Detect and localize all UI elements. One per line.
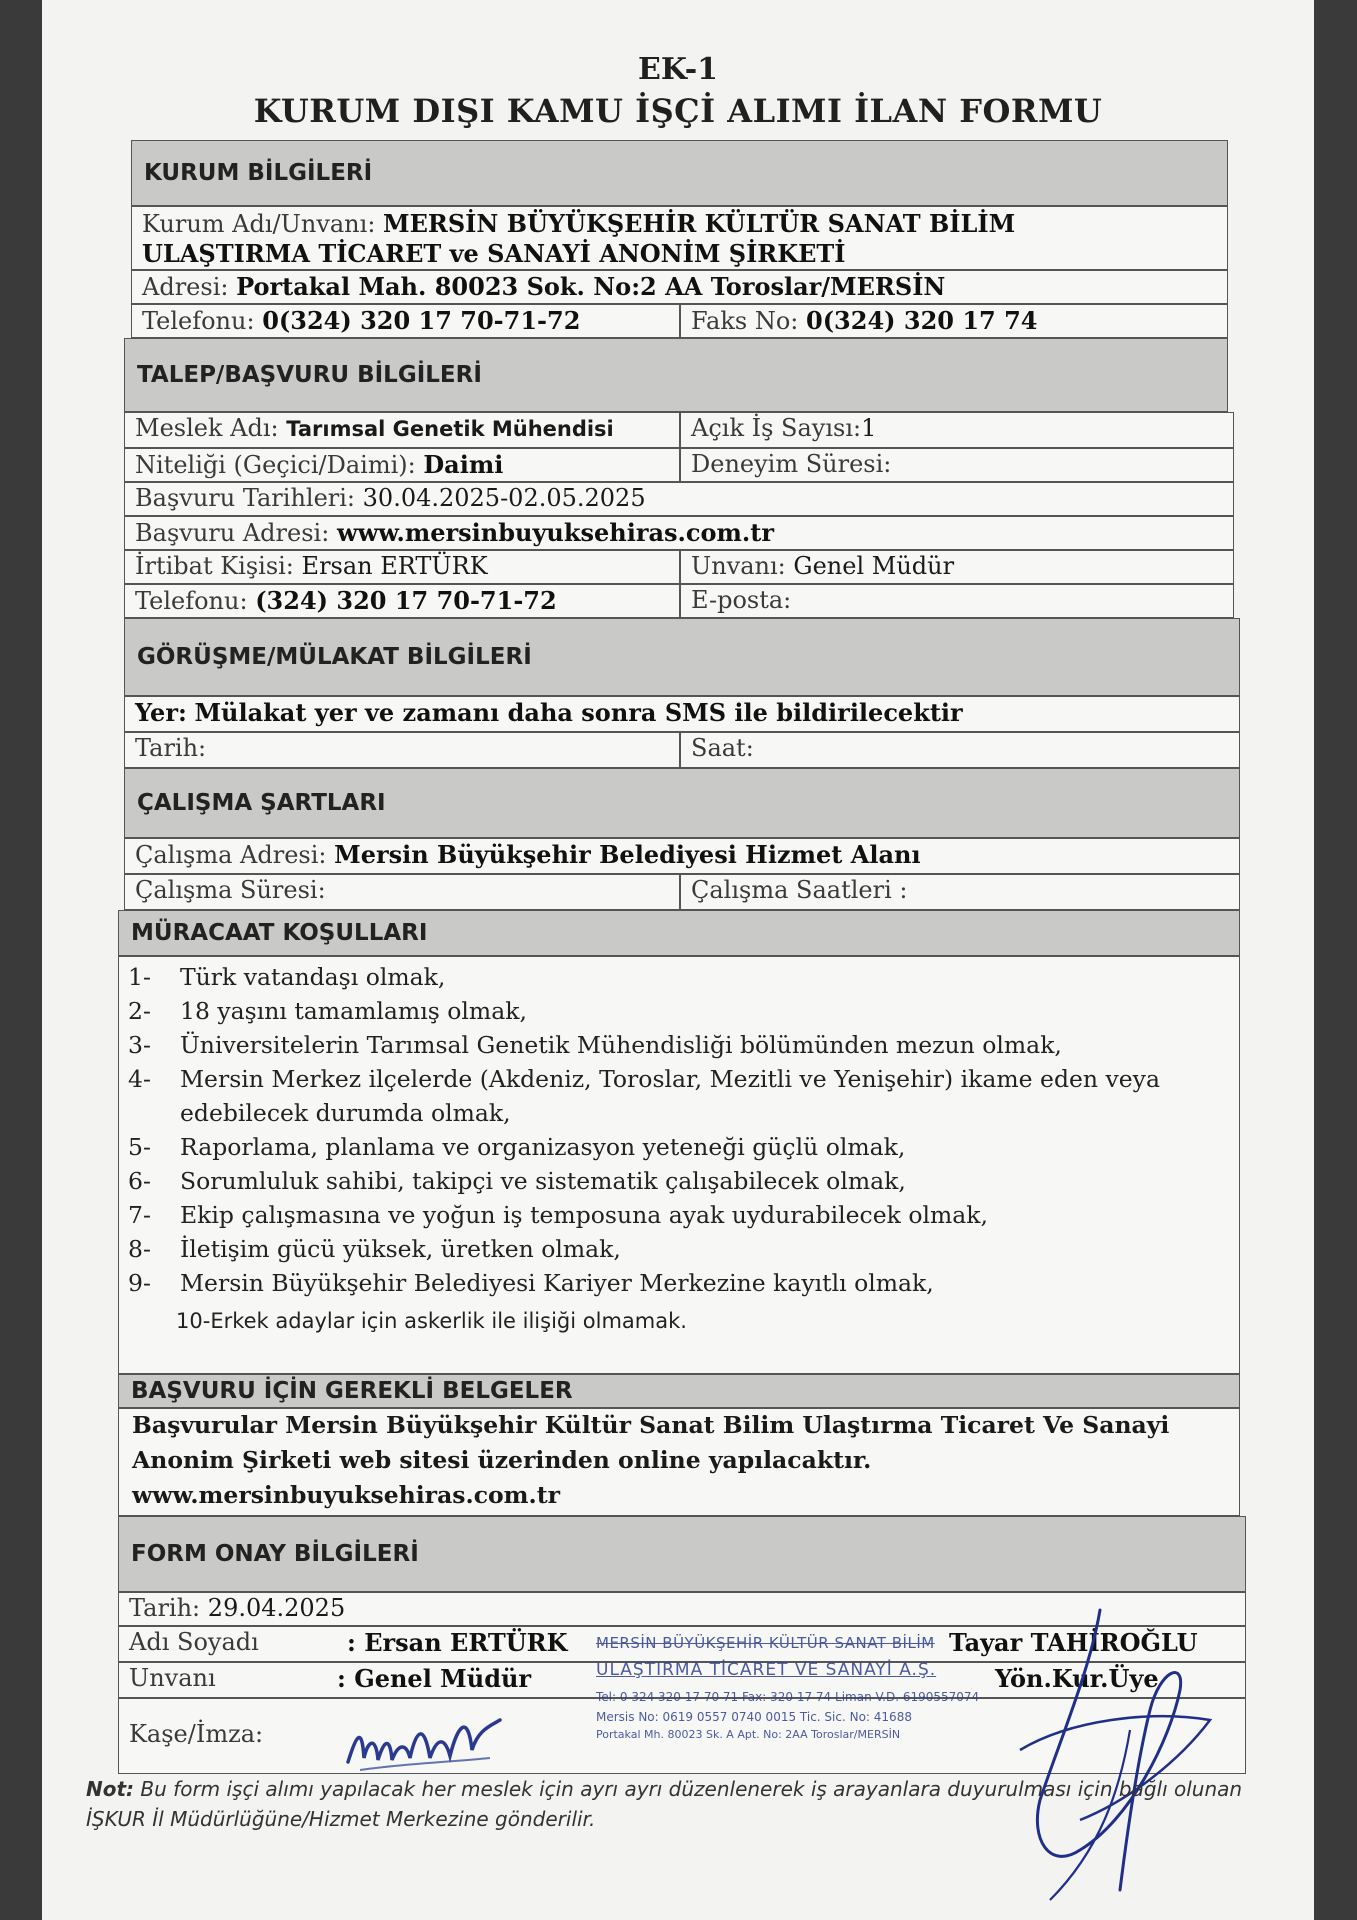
interview-place: Mülakat yer ve zamanı daha sonra SMS ile bildirilecektir: [194, 698, 963, 727]
institution-name-line1: MERSİN BÜYÜKŞEHİR KÜLTÜR SANAT BİLİM: [383, 209, 1016, 238]
approval-date: 29.04.2025: [207, 1594, 346, 1622]
contact-label: İrtibat Kişisi:: [135, 552, 294, 580]
condition-item: 4- Mersin Merkez ilçelerde (Akdeniz, Toroslar, Mezitli ve Yenişehir) ikame eden veya edebilecek durumda olmak,: [128, 1065, 1160, 1127]
condition-item: 7- Ekip çalışmasına ve yoğun iş temposuna ayak uydurabilecek olmak,: [128, 1201, 988, 1229]
condition-item: 10-Erkek adaylar için askerlik ile ilişiği olmamak.: [176, 1309, 687, 1333]
documents-text: [132, 1408, 1272, 1513]
nature-value: Daimi: [423, 450, 504, 479]
institution-name-line2: ULAŞTIRMA TİCARET ve SANAYİ ANONİM ŞİRKETİ: [142, 239, 846, 268]
approval-name-label: Adı Soyadı: [129, 1628, 259, 1656]
profession-cell: [124, 412, 680, 448]
condition-item: 8- İletişim gücü yüksek, üretken olmak,: [128, 1235, 621, 1263]
application-dates-cell: [124, 482, 1234, 516]
footer-note: [86, 1774, 1266, 1834]
email-label: E-posta:: [691, 586, 792, 614]
institution-name-cell: [131, 206, 1228, 270]
institution-fax-cell: [680, 304, 1228, 338]
application-address-label: Başvuru Adresi:: [135, 519, 330, 547]
signature-ersan-erturk: [340, 1700, 510, 1780]
institution-phone-cell: [131, 304, 680, 338]
documents-line2: Anonim Şirketi web sitesi üzerinden online yapılacaktır.: [132, 1446, 872, 1474]
approval-date-label: Tarih:: [129, 1594, 201, 1622]
note-label: Not:: [86, 1777, 135, 1801]
application-address-cell: [124, 516, 1234, 550]
contact-title-cell: [680, 550, 1234, 584]
documents-header: BAŞVURU İÇİN GEREKLİ BELGELER: [118, 1374, 1240, 1408]
application-address: www.mersinbuyuksehiras.com.tr: [336, 518, 775, 547]
documents-line1: Başvurular Mersin Büyükşehir Kültür Sanat Bilim Ulaştırma Ticaret Ve Sanayi: [132, 1411, 1170, 1439]
condition-item: 5- Raporlama, planlama ve organizasyon yeteneği güçlü olmak,: [128, 1133, 906, 1161]
institution-header: KURUM BİLGİLERİ: [131, 140, 1228, 206]
interview-date-cell: [124, 732, 680, 768]
experience-label: Deneyim Süresi:: [691, 450, 892, 478]
approval-title-label: Unvanı: [129, 1664, 216, 1692]
interview-time-cell: [680, 732, 1240, 768]
company-stamp: MERSİN BÜYÜKŞEHİR KÜLTÜR SANAT BİLİM ULAŞTIRMA TİCARET VE SANAYİ A.Ş. Tel: 0 324 320 17 70 71 Fax: 320 17 74 Liman V.D. 6190557074 Mersis No: 0619 0557 0740 0015 Tic. Sic. No: 41688 Portakal Mh. 80023 Sk. A Apt. No: 2AA Toroslar/MERSİN: [596, 1634, 980, 1741]
institution-phone: 0(324) 320 17 70-71-72: [262, 306, 581, 335]
approval-header: FORM ONAY BİLGİLERİ: [118, 1516, 1246, 1592]
work-address: Mersin Büyükşehir Belediyesi Hizmet Alanı: [334, 840, 921, 869]
form-title: KURUM DIŞI KAMU İŞÇİ ALIMI İLAN FORMU: [253, 92, 1103, 130]
profession-label: Meslek Adı:: [135, 414, 279, 442]
condition-item: 2- 18 yaşını tamamlamış olmak,: [128, 997, 527, 1025]
work-address-cell: [124, 838, 1240, 874]
condition-item: 6- Sorumluluk sahibi, takipçi ve sistematik çalışabilecek olmak,: [128, 1167, 906, 1195]
interview-time-label: Saat:: [691, 734, 754, 762]
work-header: ÇALIŞMA ŞARTLARI: [124, 768, 1240, 838]
contact-phone-label: Telefonu:: [135, 587, 248, 615]
institution-address-label: Adresi:: [142, 273, 229, 301]
contact-phone: (324) 320 17 70-71-72: [255, 586, 557, 615]
stamp-signature-label: Kaşe/İmza:: [129, 1720, 264, 1748]
openings-cell: [680, 412, 1234, 448]
documents-url: www.mersinbuyuksehiras.com.tr: [132, 1481, 560, 1509]
work-duration-cell: [124, 874, 680, 910]
contact-title-label: Unvanı:: [691, 552, 786, 580]
application-dates-label: Başvuru Tarihleri:: [135, 484, 356, 512]
institution-fax-label: Faks No:: [691, 307, 799, 335]
contact-value: Ersan ERTÜRK: [301, 552, 488, 580]
approval-title: : Genel Müdür: [337, 1664, 532, 1693]
profession-value: Tarımsal Genetik Mühendisi: [286, 417, 614, 441]
signature-tayar-tahiroglu: [980, 1600, 1240, 1920]
interview-place-cell: [124, 696, 1240, 732]
experience-cell: [680, 448, 1234, 482]
institution-address: Portakal Mah. 80023 Sok. No:2 AA Toroslar/MERSİN: [236, 272, 946, 301]
condition-item: 1- Türk vatandaşı olmak,: [128, 963, 446, 991]
second-signatory-name: Tayar TAHİROĞLU: [949, 1628, 1198, 1657]
condition-item: 9- Mersin Büyükşehir Belediyesi Kariyer Merkezine kayıtlı olmak,: [128, 1269, 934, 1297]
application-dates: 30.04.2025-02.05.2025: [362, 484, 646, 512]
work-address-label: Çalışma Adresi:: [135, 841, 327, 869]
contact-title-value: Genel Müdür: [793, 552, 955, 580]
nature-cell: [124, 448, 680, 482]
application-header: TALEP/BAŞVURU BİLGİLERİ: [124, 338, 1228, 412]
interview-header: GÖRÜŞME/MÜLAKAT BİLGİLERİ: [124, 618, 1240, 696]
contact-cell: [124, 550, 680, 584]
second-signatory-title: Yön.Kur.Üye: [995, 1664, 1159, 1693]
nature-label: Niteliği (Geçici/Daimi):: [135, 451, 416, 479]
openings-label: Açık İş Sayısı:: [691, 414, 862, 442]
institution-address-cell: [131, 270, 1228, 304]
interview-place-label: Yer:: [135, 698, 187, 727]
annex-label: EK-1: [637, 52, 719, 87]
work-duration-label: Çalışma Süresi:: [135, 876, 326, 904]
conditions-header: MÜRACAAT KOŞULLARI: [118, 910, 1240, 956]
email-cell: [680, 584, 1234, 618]
contact-phone-cell: [124, 584, 680, 618]
interview-date-label: Tarih:: [135, 734, 207, 762]
openings-value: 1: [861, 414, 877, 442]
institution-fax: 0(324) 320 17 74: [806, 306, 1038, 335]
note-text: Bu form işçi alımı yapılacak her meslek için ayrı ayrı düzenlenerek iş arayanlara duyurulması için bağlı olunan İŞKUR İl Müdürlüğüne/Hizmet Merkezine gönderilir.: [86, 1777, 1243, 1831]
institution-phone-label: Telefonu:: [142, 307, 255, 335]
work-hours-label: Çalışma Saatleri :: [691, 876, 908, 904]
work-hours-cell: [680, 874, 1240, 910]
approval-name: : Ersan ERTÜRK: [347, 1628, 568, 1657]
institution-name-label: Kurum Adı/Unvanı:: [142, 210, 376, 238]
condition-item: 3- Üniversitelerin Tarımsal Genetik Mühendisliği bölümünden mezun olmak,: [128, 1031, 1062, 1059]
